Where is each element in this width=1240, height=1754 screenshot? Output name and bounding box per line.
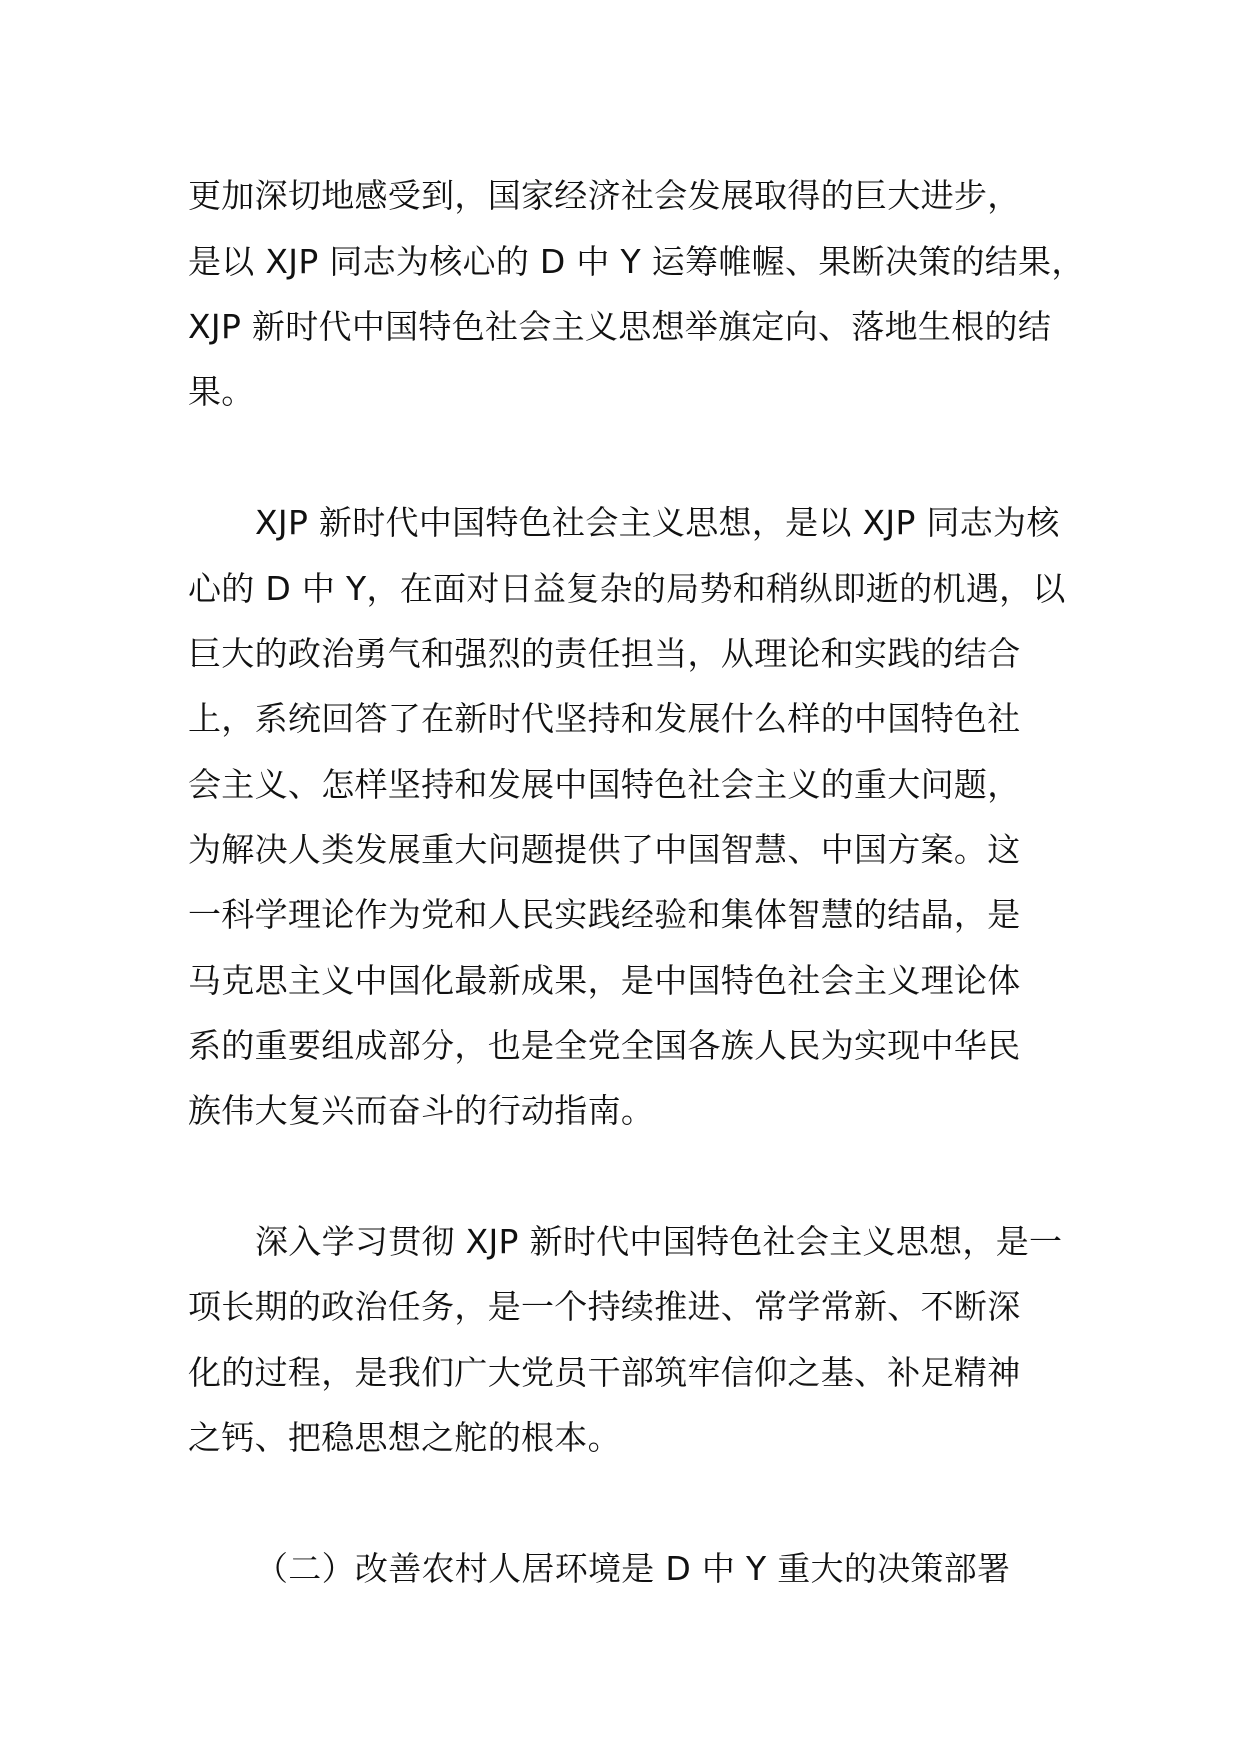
paragraph-2-line-4: 上，系统回答了在新时代坚持和发展什么样的中国特色社 (188, 699, 1021, 738)
paragraph-1-line-1: 更加深切地感受到，国家经济社会发展取得的巨大进步， (188, 176, 1021, 215)
paragraph-2-line-7: 一科学理论作为党和人民实践经验和集体智慧的结晶，是 (188, 895, 1021, 934)
section-heading: （二）改善农村人居环境是 D 中 Y 重大的决策部署 (255, 1549, 1011, 1588)
paragraph-2-line-10: 族伟大复兴而奋斗的行动指南。 (188, 1091, 655, 1130)
paragraph-3-line-4: 之钙、把稳思想之舵的根本。 (188, 1418, 621, 1457)
paragraph-1-line-3: XJP 新时代中国特色社会主义思想举旗定向、落地生根的结 (188, 307, 1052, 346)
paragraph-3-line-3: 化的过程，是我们广大党员干部筑牢信仰之基、补足精神 (188, 1353, 1021, 1392)
paragraph-2-line-6: 为解决人类发展重大问题提供了中国智慧、中国方案。这 (188, 830, 1021, 869)
paragraph-2-line-8: 马克思主义中国化最新成果，是中国特色社会主义理论体 (188, 961, 1021, 1000)
paragraph-1-line-2: 是以 XJP 同志为核心的 D 中 Y 运筹帷幄、果断决策的结果， (188, 242, 1085, 281)
paragraph-2-line-5: 会主义、怎样坚持和发展中国特色社会主义的重大问题， (188, 765, 1021, 804)
paragraph-1-line-4: 果。 (188, 372, 255, 411)
paragraph-3-line-1: 深入学习贯彻 XJP 新时代中国特色社会主义思想，是一 (255, 1222, 1063, 1261)
paragraph-2-line-2: 心的 D 中 Y，在面对日益复杂的局势和稍纵即逝的机遇，以 (188, 569, 1066, 608)
paragraph-2-line-9: 系的重要组成部分，也是全党全国各族人民为实现中华民 (188, 1026, 1021, 1065)
paragraph-2-line-3: 巨大的政治勇气和强烈的责任担当，从理论和实践的结合 (188, 634, 1021, 673)
paragraph-2-line-1: XJP 新时代中国特色社会主义思想，是以 XJP 同志为核 (255, 503, 1060, 542)
paragraph-3-line-2: 项长期的政治任务，是一个持续推进、常学常新、不断深 (188, 1287, 1021, 1326)
